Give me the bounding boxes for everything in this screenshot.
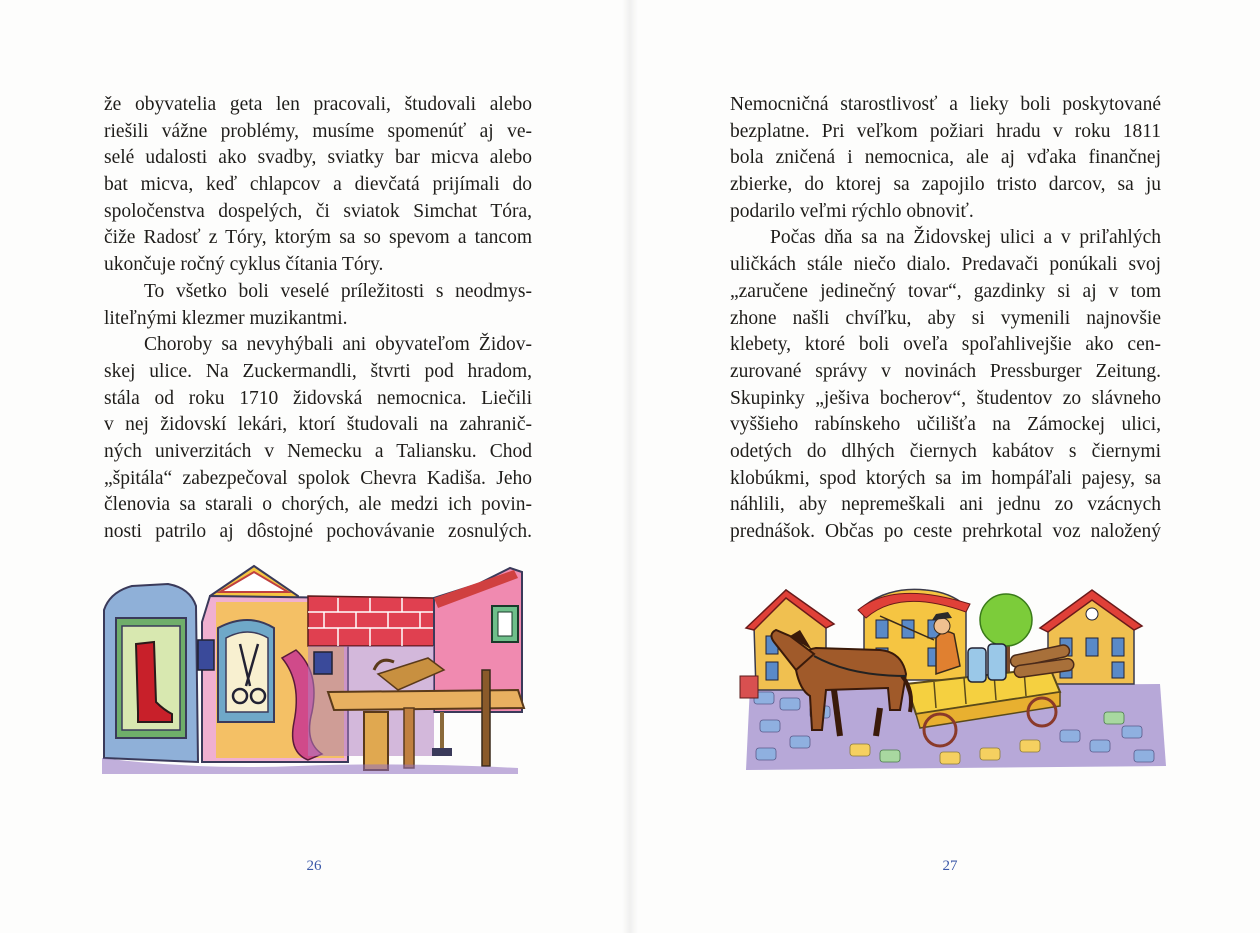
text-line: odetých do dlhých čiernych kabátov s čiernymi [730, 440, 1161, 462]
text-line: uličkách stále niečo dialo. Predavači ponúkali svoj [730, 254, 1161, 276]
text-line: zbierke, do ktorej sa zapojilo tristo darcov, sa ju [730, 174, 1161, 196]
text-line: bat micva, keď chlapcov a dievčatá prijímali do [104, 174, 532, 196]
text-line: členovia sa starali o chorých, ale medzi ich povin- [104, 494, 532, 516]
hammer-icon [432, 712, 452, 756]
text-line: klobúkmi, spod ktorých sa im hompáľali pajesy, sa [730, 467, 1161, 489]
text-line: zhone našli chvíľku, aby si vymenili najnovšie [730, 307, 1161, 329]
left-page-text [104, 92, 532, 546]
text-line: nosti patrilo aj dôstojné pochovávanie zosnulých. [104, 521, 532, 542]
text-line: podarilo veľmi rýchlo obnoviť. [730, 200, 974, 222]
text-line: „zaručene jedinečný tovar“, gazdinky si aj v tom [730, 280, 1161, 302]
text-line: ukončuje ročný cyklus čítania Tóry. [104, 254, 384, 276]
page-number: 26 [306, 858, 322, 874]
page-right [630, 0, 1260, 933]
text-line: Počas dňa sa na Židovskej ulici a v priľahlých [770, 227, 1161, 249]
text-line: Nemocničná starostlivosť a lieky boli poskytované [730, 94, 1161, 115]
text-line: náhlili, aby nepremeškali ani jednu zo vzácnych [730, 494, 1161, 516]
text-line: Choroby sa nevyhýbali ani obyvateľom Židov- [144, 334, 532, 356]
text-line: riešili vážne problémy, musíme spomenúť aj ve- [104, 120, 532, 142]
text-line: To všetko boli veselé príležitosti s neodmys- [144, 280, 532, 302]
workshop-illustration [98, 562, 530, 777]
right-page-text [730, 92, 1161, 546]
text-line: že obyvatelia geta len pracovali, študovali alebo [104, 94, 532, 115]
text-line: čiže Radosť z Tóry, ktorým sa so spevom a tancom [104, 227, 532, 249]
text-line: zurované správy v novinách Pressburger Zeitung. [730, 360, 1161, 382]
text-line: ných univerzitách v Nemecku a Taliansku. Chod [104, 440, 532, 462]
text-line: prednášok. Občas po ceste prehrkotal voz naložený [730, 521, 1161, 542]
text-line: vyššieho rabínskeho učilišťa na Zámockej ulici, [730, 414, 1161, 436]
horse-cart-illustration [730, 580, 1166, 770]
text-line: „špitála“ zabezpečoval spolok Chevra Kadiša. Jeho [104, 467, 532, 489]
text-line: selé udalosti ako svadby, sviatky bar micva alebo [104, 147, 532, 169]
text-line: liteľnými klezmer muzikantmi. [104, 307, 348, 329]
page-number: 27 [942, 858, 958, 874]
text-line: stála od roku 1710 židovská nemocnica. Liečili [104, 387, 532, 409]
text-line: bola zničená i nemocnica, ale aj vďaka finančnej [730, 147, 1161, 169]
text-line: Skupinky „ješiva bocherov“, študentov zo slávneho [730, 387, 1161, 409]
text-line: klebety, ktoré boli oveľa spoľahlivejšie ako cen- [730, 334, 1161, 356]
text-line: skej ulice. Na Zuckermandli, štvrti pod hradom, [104, 360, 532, 382]
text-line: spoločenstva dospelých, či sviatok Simchat Tóra, [104, 200, 532, 222]
text-line: v nej židovskí lekári, ktorí študovali na zahranič- [104, 414, 532, 436]
text-line: bezplatne. Pri veľkom požiari hradu v roku 1811 [730, 120, 1161, 142]
